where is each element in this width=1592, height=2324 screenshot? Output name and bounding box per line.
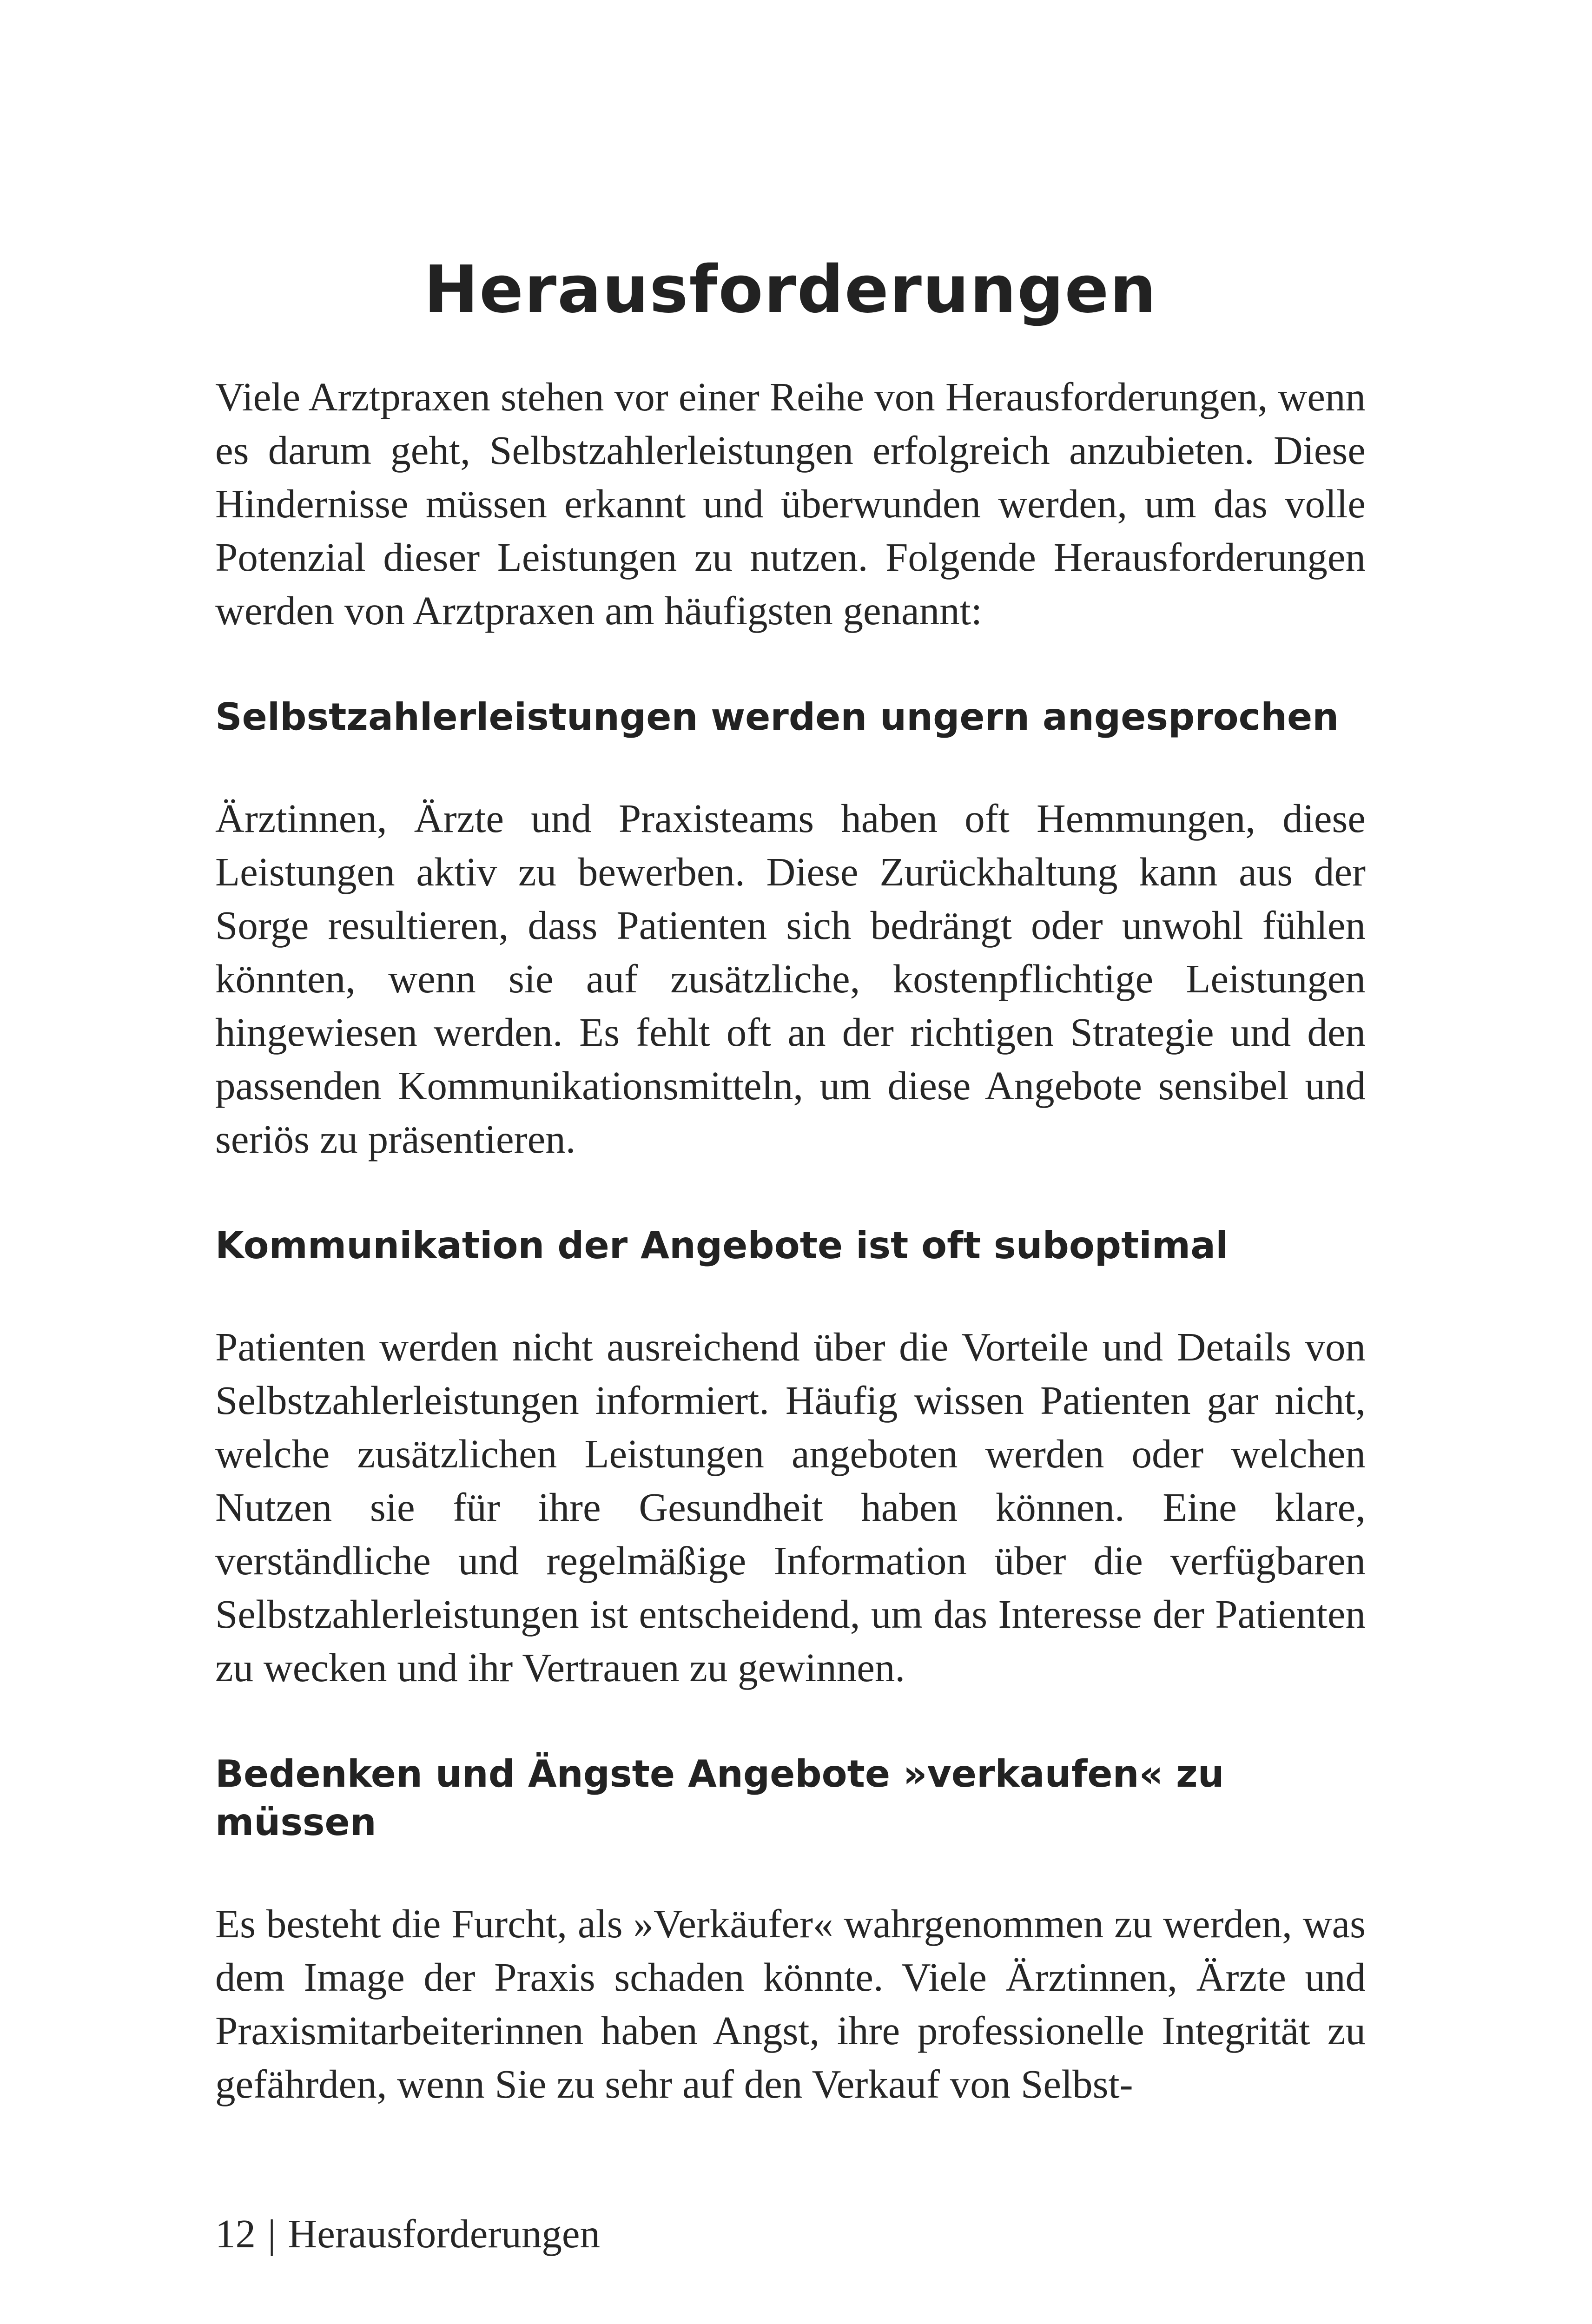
section-heading-2: Kommunikation der Angebote ist oft suboptimal bbox=[215, 1224, 1229, 1267]
section-paragraph-1: Ärztinnen, Ärzte und Praxisteams haben oft Hemmungen, diese Leistungen aktiv zu bewerben. Diese Zurückhaltung kann aus der Sorge resultieren, dass Patienten sich bedrängt oder unwohl fühlen könnten, wenn sie auf zusätzliche, kostenpflichtige Leistungen hingewiesen werden. Es fehlt oft an der richtigen Strategie und den passenden Kommunikationsmitteln, um diese Angebote sensibel und seriös zu präsentieren. bbox=[215, 796, 1366, 1162]
section-paragraph-2: Patienten werden nicht ausreichend über die Vorteile und Details von Selbstzahlerleistungen informiert. Häufig wissen Patienten gar nicht, welche zusätzlichen Leistungen angeboten werden oder welchen Nutzen sie für ihre Gesundheit haben können. Eine klare, verständliche und regelmäßige Information über die verfügbaren Selbstzahlerleistungen ist entscheidend, um das Interesse der Patienten zu wecken und ihr Vertrauen zu gewinnen. bbox=[215, 1324, 1366, 1690]
page-content bbox=[215, 251, 1366, 2111]
footer-separator: | bbox=[268, 2211, 276, 2256]
section-heading-3: Bedenken und Ängste Angebote »verkaufen« zu müssen bbox=[215, 1752, 1224, 1844]
page-number: 12 bbox=[215, 2211, 256, 2256]
section-paragraph-3: Es besteht die Furcht, als »Verkäufer« wahrgenommen zu werden, was dem Image der Praxis schaden könnte. Viele Ärztinnen, Ärzte und Praxismitarbeiterinnen haben Angst, ihre professionelle Integrität zu gefährden, wenn Sie zu sehr auf den Verkauf von Selbst- bbox=[215, 1901, 1366, 2106]
chapter-title: Herausforderungen bbox=[423, 252, 1157, 328]
page-footer bbox=[215, 2207, 600, 2260]
intro-paragraph: Viele Arztpraxen stehen vor einer Reihe von Herausforderungen, wenn es darum geht, Selbstzahlerleistungen erfolgreich anzubieten. Diese Hindernisse müssen erkannt und überwunden werden, um das volle Potenzial dieser Leistungen zu nutzen. Folgende Herausforderungen werden von Arztpraxen am häufigsten genannt: bbox=[215, 374, 1366, 633]
section-heading-1: Selbstzahlerleistungen werden ungern angesprochen bbox=[215, 695, 1339, 739]
running-title: Herausforderungen bbox=[288, 2211, 600, 2256]
